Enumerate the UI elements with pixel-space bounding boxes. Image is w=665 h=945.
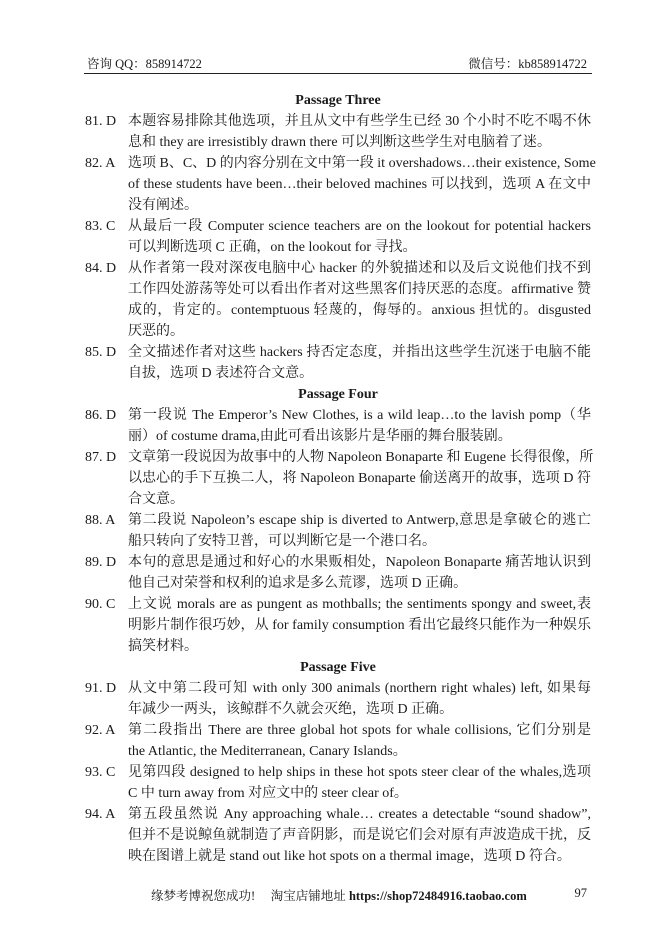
explanation-line: 本句的意思是通过和好心的水果贩相处，Napoleon Bonaparte 痛苦地认识到: [128, 555, 591, 570]
answer-number: 85. D: [85, 345, 117, 360]
answer-number: 93. C: [85, 765, 116, 780]
page-header: [85, 50, 591, 72]
answer-item: [85, 153, 596, 216]
explanation-line: 没有阐述。: [128, 198, 198, 213]
footer-shop-label: 淘宝店铺地址: [270, 889, 346, 903]
answer-number: 81. D: [85, 114, 117, 129]
explanation-line: 第二段指出 There are three global hot spots for whale collisions, 它们分别是: [128, 723, 591, 738]
explanation-line: 丽）of costume drama,由此可看出该影片是华丽的舞台服装剧。: [128, 429, 512, 444]
explanation-line: 第一段说 The Emperor’s New Clothes, is a wild leap…to the lavish pomp（华: [128, 408, 591, 423]
answer-item: [85, 111, 591, 153]
header-rule: [84, 73, 592, 74]
answer-item: [85, 342, 591, 384]
answer-number: 87. D: [85, 450, 117, 465]
answer-item: [85, 510, 591, 552]
explanation-line: the Atlantic, the Mediterranean, Canary Islands。: [128, 744, 407, 759]
explanation-line: 选项 B、C、D 的内容分别在文中第一段 it overshadows…their existence, Some: [128, 156, 596, 171]
answer-number: 89. D: [85, 555, 117, 570]
explanation-line: 以忠心的手下互换二人，将 Napoleon Bonaparte 偷送离开的故事，选项 D 符: [128, 471, 591, 486]
explanation-line: 上文说 morals are as pungent as mothballs; the sentiments spongy and sweet,表: [128, 597, 591, 612]
explanation-line: 工作四处游荡等处可以看出作者对这些黑客们持厌恶的态度。affirmative 赞: [128, 282, 591, 297]
answer-item: [85, 762, 591, 804]
answer-item: [85, 405, 591, 447]
answer-number: 82. A: [85, 156, 116, 171]
answer-number: 94. A: [85, 807, 116, 822]
answer-number: 83. C: [85, 219, 116, 234]
answer-explanations: [85, 90, 596, 867]
answer-item: [85, 678, 591, 720]
page-number: 97: [574, 886, 587, 900]
answer-item: [85, 720, 591, 762]
explanation-line: 全文描述作者对这些 hackers 持否定态度，并指出这些学生沉迷于电脑不能: [128, 345, 591, 360]
explanation-line: 厌恶的。: [128, 324, 184, 339]
explanation-line: 本题容易排除其他选项，并且从文中有些学生已经 30 个小时不吃不喝不休: [128, 114, 591, 129]
explanation-line: 明影片制作很巧妙，从 for family consumption 看出它最终只能作为一种娱乐: [128, 618, 591, 633]
passage-title: Passage Three: [295, 93, 381, 108]
explanation-line: 自拔，选项 D 表述符合文意。: [128, 366, 314, 381]
wechat-contact: 微信号：kb858914722: [468, 57, 587, 71]
page-footer: [85, 886, 591, 904]
passage-title: Passage Four: [298, 387, 378, 402]
answer-item: [85, 447, 594, 510]
explanation-line: 第二段说 Napoleon’s escape ship is diverted to Antwerp,意思是拿破仑的逃亡: [128, 513, 591, 528]
answer-number: 88. A: [85, 513, 116, 528]
answer-item: [85, 594, 591, 657]
explanation-line: 文章第一段说因为故事中的人物 Napoleon Bonaparte 和 Eugene 长得很像，所: [128, 450, 594, 465]
explanation-line: 合文意。: [128, 492, 184, 507]
footer-shop-url[interactable]: https://shop72484916.taobao.com: [348, 889, 527, 903]
explanation-line: 船只转向了安特卫普，可以判断它是一个港口名。: [128, 534, 436, 549]
explanation-line: 见第四段 designed to help ships in these hot spots steer clear of the whales,选项: [128, 765, 591, 780]
explanation-line: 搞笑材料。: [128, 639, 198, 654]
answer-number: 86. D: [85, 408, 117, 423]
explanation-line: of these students have been…their beloved machines 可以找到，选项 A 在文中: [128, 177, 591, 192]
qq-contact: 咨询 QQ：858914722: [87, 57, 202, 71]
explanation-line: 年减少一两头，该鲸群不久就会灭绝，选项 D 正确。: [128, 702, 454, 717]
explanation-line: 但并不是说鲸鱼就制造了声音阴影，而是说它们会对原有声波造成干扰，反: [128, 828, 591, 843]
explanation-line: 从文中第二段可知 with only 300 animals (northern right whales) left, 如果每: [128, 681, 591, 696]
explanation-line: 可以判断选项 C 正确，on the lookout for 寻找。: [128, 240, 417, 255]
answer-item: [85, 258, 591, 342]
answer-number: 84. D: [85, 261, 117, 276]
answer-item: [85, 804, 591, 867]
answer-number: 92. A: [85, 723, 116, 738]
explanation-line: 他自己对荣誉和权利的追求是多么荒谬，选项 D 正确。: [128, 576, 468, 591]
answer-number: 90. C: [85, 597, 116, 612]
footer-slogan: 缘梦考博祝您成功!: [151, 889, 256, 903]
explanation-line: 从最后一段 Computer science teachers are on the lookout for potential hackers: [128, 219, 591, 234]
passage-title: Passage Five: [300, 660, 376, 675]
explanation-line: C 中 turn away from 对应文中的 steer clear of。: [128, 786, 408, 801]
explanation-line: 从作者第一段对深夜电脑中心 hacker 的外貌描述和以及后文说他们找不到: [128, 261, 591, 276]
explanation-line: 第五段虽然说 Any approaching whale… creates a detectable “sound shadow”,: [128, 807, 591, 822]
answer-item: [85, 552, 591, 594]
answer-number: 91. D: [85, 681, 117, 696]
explanation-line: 映在图谱上就是 stand out like hot spots on a thermal image，选项 D 符合。: [128, 849, 571, 864]
answer-item: [85, 216, 591, 258]
explanation-line: 成的，肯定的。contemptuous 轻蔑的，侮辱的。anxious 担忧的。disgusted: [128, 303, 591, 318]
explanation-line: 息和 they are irresistibly drawn there 可以判断这些学生对电脑着了迷。: [128, 135, 552, 150]
